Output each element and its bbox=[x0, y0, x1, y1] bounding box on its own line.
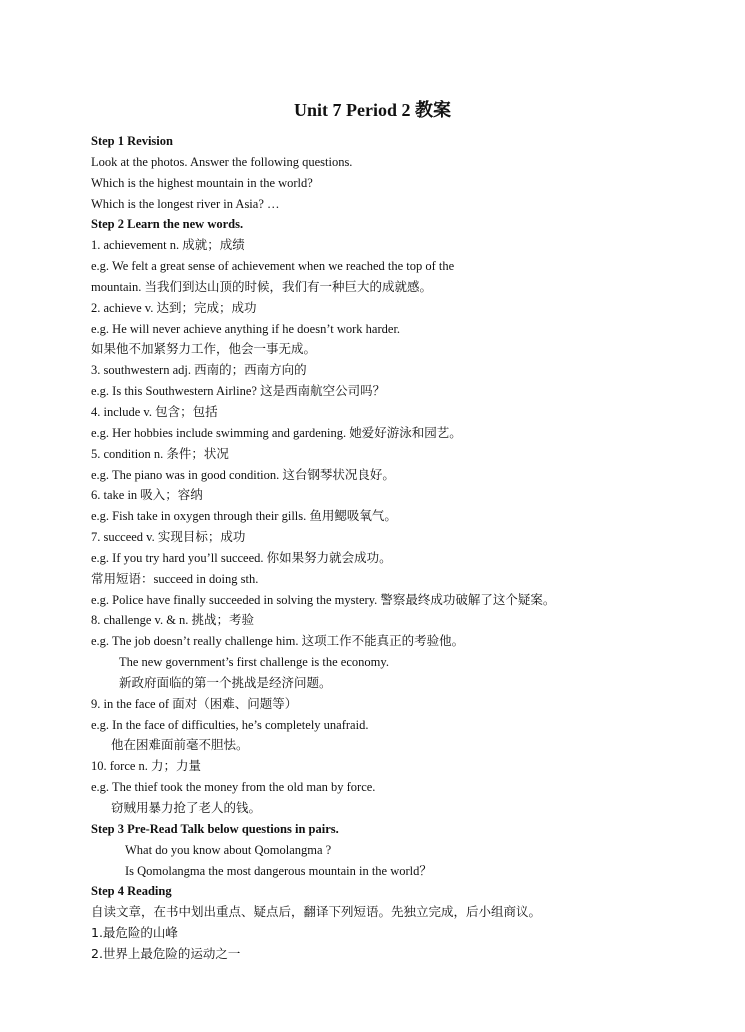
step-3-heading: Step 3 Pre-Read Talk below questions in pairs. bbox=[91, 821, 339, 836]
example-sentence: e.g. Police have finally succeeded in solving the mystery. 警察最终成功破解了这个疑案。 bbox=[91, 592, 556, 607]
example-sentence: e.g. The piano was in good condition. 这台钢琴状况良好。 bbox=[91, 467, 395, 482]
example-sentence: mountain. 当我们到达山顶的时候，我们有一种巨大的成就感。 bbox=[91, 279, 432, 294]
step-4-heading: Step 4 Reading bbox=[91, 884, 172, 899]
example-sentence: e.g. The job doesn’t really challenge him. 这项工作不能真正的考验他。 bbox=[91, 634, 465, 649]
vocab-item: 10. force n. 力；力量 bbox=[91, 759, 202, 774]
vocab-item: 4. include v. 包含；包括 bbox=[91, 404, 218, 419]
example-sentence: e.g. Fish take in oxygen through their gills. 鱼用鳃吸氧气。 bbox=[91, 509, 397, 524]
translation-line: 新政府面临的第一个挑战是经济问题。 bbox=[119, 674, 332, 690]
vocab-item: 2. achieve v. 达到；完成；成功 bbox=[91, 300, 257, 315]
text-line: Look at the photos. Answer the following questions. bbox=[91, 154, 353, 169]
example-sentence: The new government’s first challenge is the economy. bbox=[119, 655, 389, 670]
vocab-item: 1. achievement n. 成就；成绩 bbox=[91, 238, 245, 253]
example-sentence: e.g. In the face of difficulties, he’s completely unafraid. bbox=[91, 717, 369, 732]
question-line: Is Qomolangma the most dangerous mountain in the world？ bbox=[125, 863, 432, 878]
document-title: Unit 7 Period 2 教案 bbox=[294, 100, 451, 120]
exercise-item: 1.最危险的山峰 bbox=[91, 925, 178, 941]
translation-line: 窃贼用暴力抢了老人的钱。 bbox=[111, 800, 262, 815]
instruction-line: 自读文章，在书中划出重点、疑点后，翻译下列短语。先独立完成，后小组商议。 bbox=[91, 904, 542, 920]
vocab-item: 9. in the face of 面对（困难、问题等） bbox=[91, 696, 298, 711]
vocab-item: 8. challenge v. & n. 挑战；考验 bbox=[91, 613, 255, 628]
example-sentence: e.g. Is this Southwestern Airline? 这是西南航空公司吗？ bbox=[91, 384, 386, 399]
document-body bbox=[91, 131, 691, 965]
question-line: What do you know about Qomolangma ? bbox=[125, 842, 332, 857]
step-1-heading: Step 1 Revision bbox=[91, 134, 173, 148]
vocab-item: 5. condition n. 条件；状况 bbox=[91, 446, 229, 461]
phrase-line: 常用短语：succeed in doing sth. bbox=[91, 571, 259, 586]
translation-line: 如果他不加紧努力工作，他会一事无成。 bbox=[91, 341, 317, 357]
example-sentence: e.g. We felt a great sense of achievement when we reached the top of the bbox=[91, 259, 455, 274]
exercise-item: 2.世界上最危险的运动之一 bbox=[91, 945, 241, 961]
example-sentence: e.g. If you try hard you’ll succeed. 你如果努力就会成功。 bbox=[91, 550, 392, 565]
example-sentence: e.g. The thief took the money from the old man by force. bbox=[91, 780, 376, 795]
step-2-heading: Step 2 Learn the new words. bbox=[91, 217, 244, 232]
vocab-item: 3. southwestern adj. 西南的；西南方向的 bbox=[91, 363, 307, 378]
text-line: Which is the longest river in Asia? … bbox=[91, 196, 280, 211]
vocab-item: 7. succeed v. 实现目标；成功 bbox=[91, 530, 246, 545]
translation-line: 他在困难面前毫不胆怯。 bbox=[111, 737, 249, 753]
text-line: Which is the highest mountain in the world? bbox=[91, 175, 313, 190]
example-sentence: e.g. He will never achieve anything if he doesn’t work harder. bbox=[91, 321, 401, 336]
vocab-item: 6. take in 吸入；容纳 bbox=[91, 488, 203, 503]
example-sentence: e.g. Her hobbies include swimming and gardening. 她爱好游泳和园艺。 bbox=[91, 425, 462, 440]
